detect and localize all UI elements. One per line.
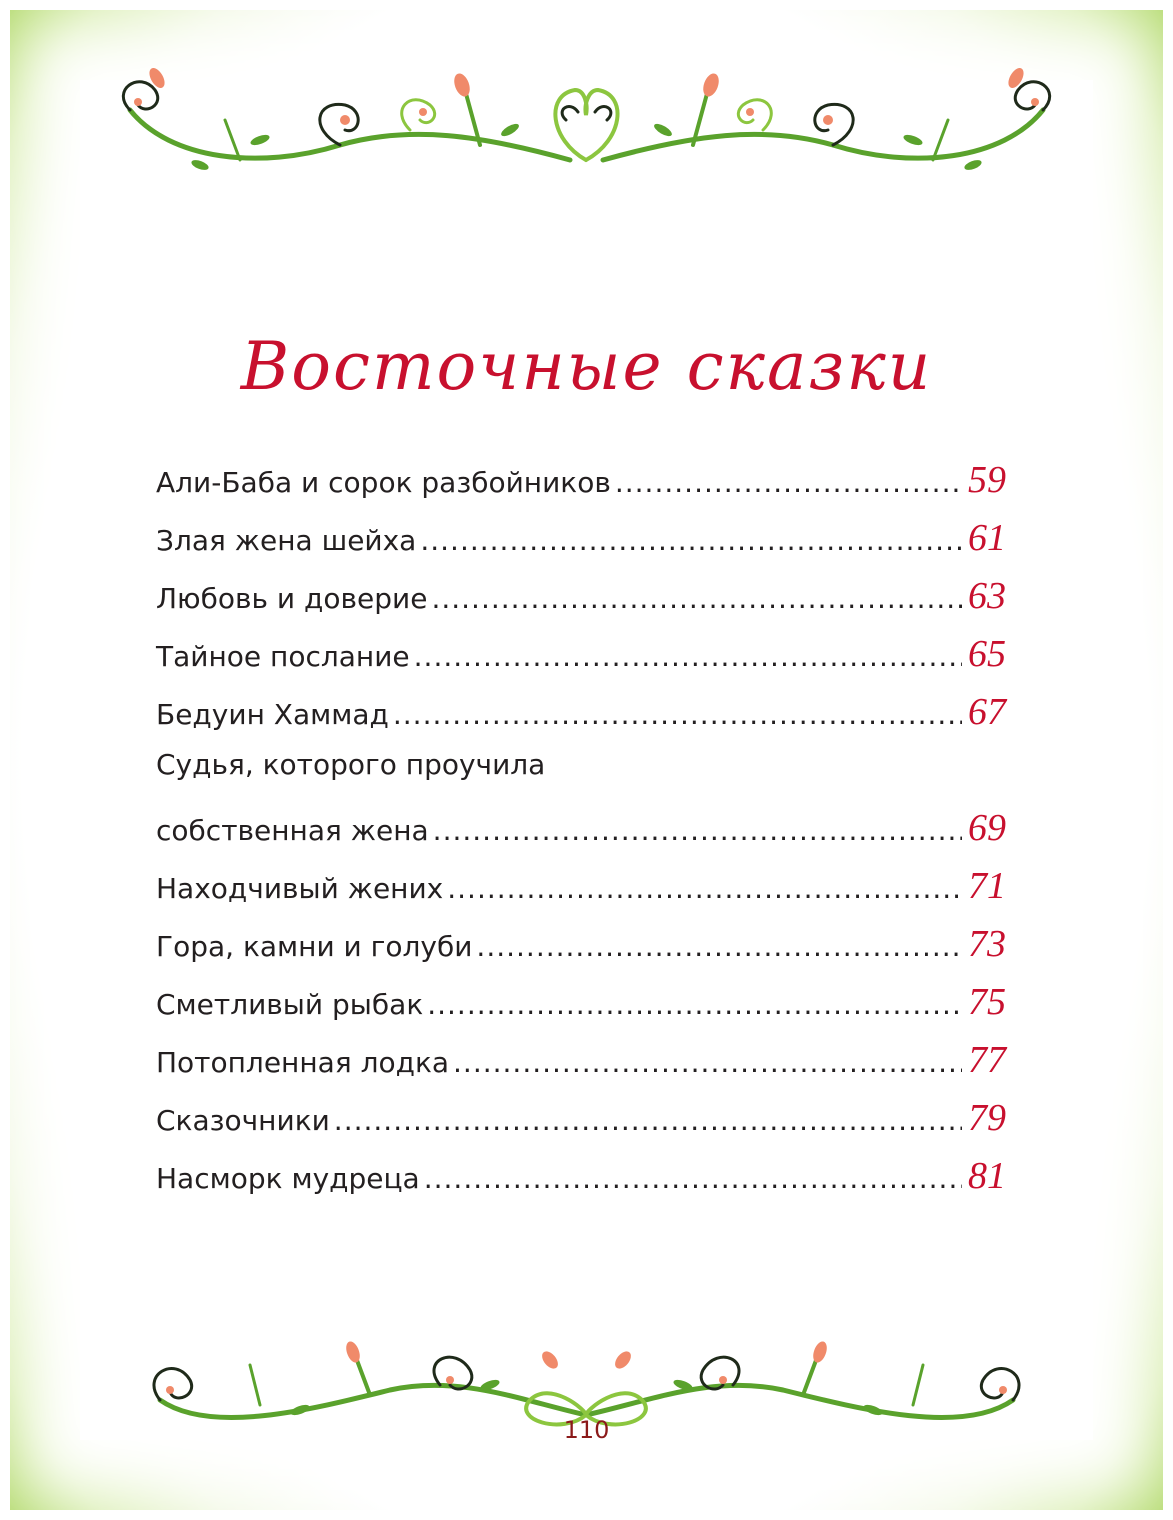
toc-entry-title: Находчивый жених: [156, 872, 444, 905]
dot-leader: [424, 1162, 962, 1195]
toc-entry-title: Сказочники: [156, 1104, 330, 1137]
toc-entry-page: 63: [968, 575, 1006, 617]
toc-entry-title: Любовь и доверие: [156, 582, 428, 615]
toc-entry-page: 61: [968, 517, 1006, 559]
toc-entry[interactable]: [156, 748, 1016, 806]
toc-entry[interactable]: [156, 980, 1016, 1038]
toc-entry-title: Тайное послание: [156, 640, 410, 673]
dot-leader: [420, 524, 962, 557]
table-of-contents: [156, 458, 1016, 1212]
toc-entry-page: 75: [968, 981, 1006, 1023]
vine-ornament-top-icon: [10, 50, 1163, 190]
toc-entry[interactable]: [156, 516, 1016, 574]
dot-leader: [414, 640, 962, 673]
toc-entry-page: 77: [968, 1039, 1006, 1081]
dot-leader: [334, 1104, 962, 1137]
toc-entry[interactable]: [156, 1096, 1016, 1154]
toc-entry[interactable]: [156, 806, 1016, 864]
dot-leader: [433, 814, 962, 847]
toc-entry-title: собственная жена: [156, 814, 429, 847]
vine-ornament-bottom-icon: [10, 1340, 1163, 1480]
toc-entry[interactable]: [156, 458, 1016, 516]
toc-entry-title: Бедуин Хаммад: [156, 698, 389, 731]
toc-entry-title: Потопленная лодка: [156, 1046, 450, 1079]
toc-entry[interactable]: [156, 632, 1016, 690]
toc-entry[interactable]: [156, 1038, 1016, 1096]
dot-leader: [476, 930, 962, 963]
dot-leader: [427, 988, 962, 1021]
toc-entry-title: Насморк мудреца: [156, 1162, 420, 1195]
toc-entry-title: Сметливый рыбак: [156, 988, 424, 1021]
toc-entry-page: 71: [968, 865, 1006, 907]
dot-leader: [447, 872, 962, 905]
dot-leader: [393, 698, 962, 731]
toc-entry-page: 67: [968, 691, 1006, 733]
toc-entry-page: 81: [968, 1155, 1006, 1197]
page-number: 110: [563, 1416, 610, 1444]
toc-entry-page: 65: [968, 633, 1006, 675]
page-title: Восточные сказки: [240, 328, 933, 405]
dot-leader: [615, 466, 962, 499]
toc-entry-page: 79: [968, 1097, 1006, 1139]
toc-entry[interactable]: [156, 922, 1016, 980]
dot-leader: [453, 1046, 962, 1079]
page-border: [10, 10, 1163, 1510]
toc-entry-page: 73: [968, 923, 1006, 965]
toc-entry-page: 69: [968, 807, 1006, 849]
toc-entry[interactable]: [156, 574, 1016, 632]
toc-entry[interactable]: [156, 864, 1016, 922]
toc-entry[interactable]: [156, 690, 1016, 748]
toc-entry-title: Судья, которого проучила: [156, 748, 546, 781]
toc-entry-title: Злая жена шейха: [156, 524, 417, 557]
toc-entry[interactable]: [156, 1154, 1016, 1212]
toc-entry-page: 59: [968, 459, 1006, 501]
toc-entry-title: Али-Баба и сорок разбойников: [156, 466, 611, 499]
toc-entry-title: Гора, камни и голуби: [156, 930, 473, 963]
dot-leader: [431, 582, 962, 615]
